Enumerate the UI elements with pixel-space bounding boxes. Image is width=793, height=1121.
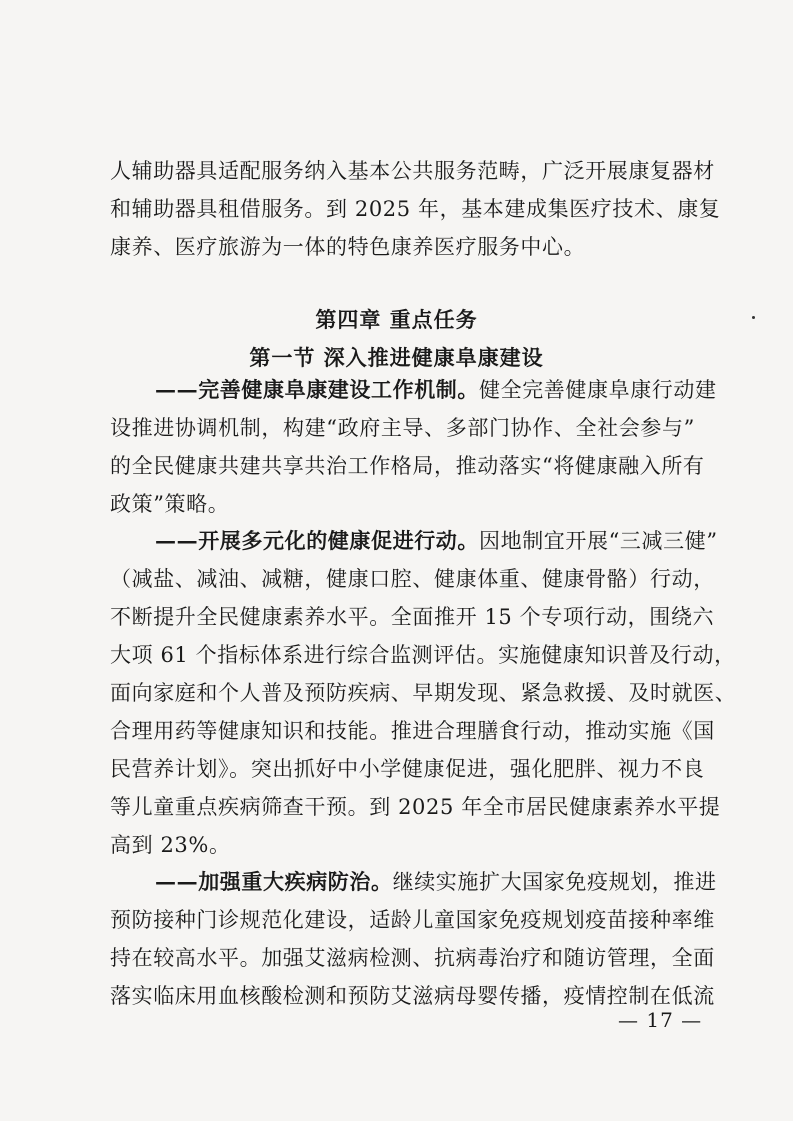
- text-line: 的全民健康共建共享共治工作格局，推动落实“将健康融入所有: [110, 454, 705, 478]
- text-line: 设推进协调机制，构建“政府主导、多部门协作、全社会参与”: [110, 416, 695, 440]
- text-line: 合理用药等健康知识和技能。推进合理膳食行动，推动实施《国: [110, 719, 715, 743]
- text-line: 面向家庭和个人普及预防疾病、早期发现、紧急救援、及时就医、: [110, 681, 737, 705]
- text-line: 民营养计划》。突出抓好中小学健康促进，强化肥胖、视力不良: [110, 757, 705, 781]
- text-line: 预防接种门诊规范化建设，适龄儿童国家免疫规划疫苗接种率维: [110, 908, 715, 932]
- text-line: 康养、医疗旅游为一体的特色康养医疗服务中心。: [110, 235, 586, 259]
- scan-speck: [752, 316, 755, 319]
- chapter-title: 第四章 重点任务: [315, 308, 478, 332]
- section-title: 第一节 深入推进健康阜康建设: [249, 346, 544, 370]
- text-line: 持在较高水平。加强艾滋病检测、抗病毒治疗和随访管理，全面: [110, 946, 715, 970]
- text-line: ——加强重大疾病防治。继续实施扩大国家免疫规划，推进: [155, 869, 717, 894]
- text-line: 高到 23%。: [110, 833, 231, 857]
- paragraph-heading: ——完善健康阜康建设工作机制。: [155, 377, 479, 402]
- text-line: 政策”策略。: [110, 492, 230, 516]
- text-line: 和辅助器具租借服务。到 2025 年，基本建成集医疗技术、康复: [110, 197, 721, 221]
- text-line: 等儿童重点疾病筛查干预。到 2025 年全市居民健康素养水平提: [110, 795, 721, 819]
- text-line: 大项 61 个指标体系进行综合监测评估。实施健康知识普及行动，: [110, 643, 736, 667]
- text-line: 人辅助器具适配服务纳入基本公共服务范畴，广泛开展康复器材: [110, 159, 715, 183]
- page-number: — 17 —: [618, 1008, 703, 1032]
- paragraph-heading: ——开展多元化的健康促进行动。: [155, 528, 479, 553]
- paragraph-heading: ——加强重大疾病防治。: [155, 869, 393, 894]
- text-line: 不断提升全民健康素养水平。全面推开 15 个专项行动，围绕六: [110, 605, 715, 629]
- text-line: 落实临床用血核酸检测和预防艾滋病母婴传播，疫情控制在低流: [110, 984, 715, 1008]
- text-line: ——完善健康阜康建设工作机制。健全完善健康阜康行动建: [155, 377, 717, 402]
- text-line: ——开展多元化的健康促进行动。因地制宜开展“三减三健”: [155, 528, 718, 553]
- text-line: （减盐、减油、减糖，健康口腔、健康体重、健康骨骼）行动，: [110, 567, 715, 591]
